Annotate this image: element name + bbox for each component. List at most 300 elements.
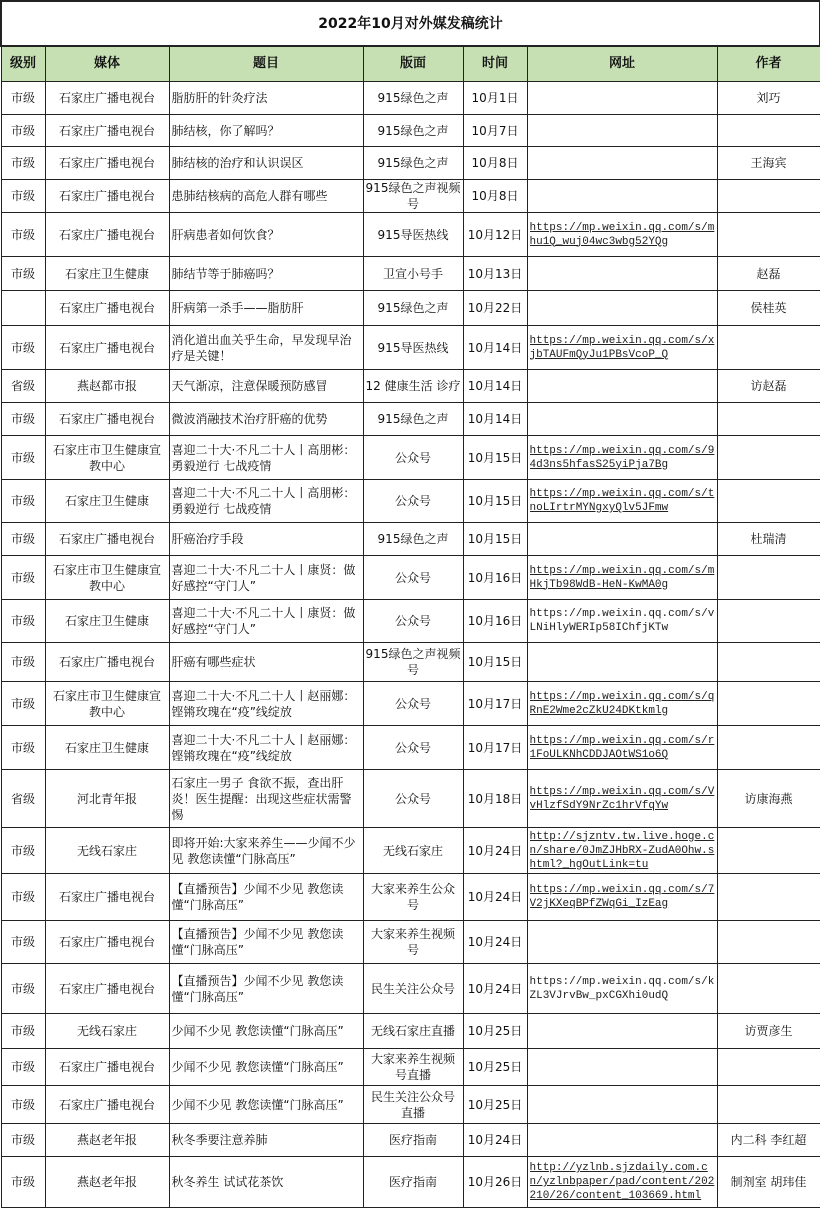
url-cell[interactable]: [527, 770, 717, 828]
level-text: 省级: [10, 379, 35, 393]
url-cell[interactable]: [527, 115, 717, 147]
media-text: 石家庄广播电视台: [58, 981, 155, 996]
section-cell[interactable]: [363, 326, 463, 370]
author-cell[interactable]: [717, 828, 820, 874]
media-cell[interactable]: [45, 1014, 169, 1049]
section-text: 公众号: [394, 450, 431, 465]
section-cell[interactable]: [363, 964, 463, 1014]
section-cell[interactable]: [363, 828, 463, 874]
section-cell[interactable]: [363, 523, 463, 556]
date-cell[interactable]: [463, 147, 527, 180]
section-cell[interactable]: [363, 643, 463, 682]
author-cell[interactable]: [717, 1086, 820, 1124]
topic-cell[interactable]: [169, 523, 363, 556]
media-text: 石家庄广播电视台: [58, 227, 155, 242]
level-text: 市级: [10, 1097, 35, 1112]
url-cell[interactable]: [527, 436, 717, 480]
level-cell[interactable]: [1, 600, 45, 643]
section-cell[interactable]: [363, 1014, 463, 1049]
table-row: [1, 147, 820, 180]
table-row: [1, 370, 820, 403]
media-cell[interactable]: [45, 643, 169, 682]
topic-cell[interactable]: [169, 964, 363, 1014]
section-text: 医疗指南: [388, 1133, 437, 1147]
url-cell[interactable]: [527, 291, 717, 326]
level-text: 市级: [10, 696, 35, 711]
level-cell[interactable]: [1, 556, 45, 600]
topic-cell[interactable]: [169, 436, 363, 480]
url-cell[interactable]: [527, 147, 717, 180]
table-row: [1, 326, 820, 370]
date-cell[interactable]: [463, 82, 527, 115]
media-cell[interactable]: [45, 1157, 169, 1208]
topic-text: 微波消融技术治疗肝癌的优势: [171, 412, 328, 426]
date-text: 10月22日: [467, 301, 523, 315]
date-cell[interactable]: [463, 403, 527, 436]
url-cell[interactable]: [527, 556, 717, 600]
level-text: 市级: [10, 740, 35, 755]
topic-cell[interactable]: [169, 1157, 363, 1208]
media-cell[interactable]: [45, 370, 169, 403]
level-cell[interactable]: [1, 147, 45, 180]
section-text: 大家来养生视频号直播: [370, 1052, 455, 1082]
media-text: 石家庄广播电视台: [58, 655, 155, 669]
level-cell[interactable]: [1, 1086, 45, 1124]
date-cell[interactable]: [463, 964, 527, 1014]
author-cell[interactable]: [717, 1049, 820, 1086]
url-cell[interactable]: [527, 874, 717, 921]
topic-cell[interactable]: [169, 643, 363, 682]
table-row: [1, 436, 820, 480]
section-cell[interactable]: [363, 682, 463, 726]
date-cell[interactable]: [463, 600, 527, 643]
author-text: 侯桂英: [750, 301, 787, 315]
level-cell[interactable]: [1, 1124, 45, 1157]
author-cell[interactable]: [717, 1124, 820, 1157]
header-media[interactable]: 媒体: [45, 46, 169, 82]
section-text: 无线石家庄直播: [370, 1024, 455, 1038]
media-cell[interactable]: [45, 874, 169, 921]
date-cell[interactable]: [463, 556, 527, 600]
date-text: 10月8日: [471, 189, 519, 203]
topic-text: 脂肪肝的针灸疗法: [171, 91, 268, 105]
url-cell[interactable]: [527, 964, 717, 1014]
table-row: [1, 257, 820, 291]
table-row: [1, 828, 820, 874]
url-link[interactable]: https://mp.weixin.qq.com/s/VvHlzfSdY9NrZc1hrVfqYw: [529, 785, 715, 812]
media-text: 河北青年报: [76, 791, 137, 806]
topic-cell[interactable]: [169, 1124, 363, 1157]
url-cell[interactable]: [527, 726, 717, 770]
level-text: 省级: [10, 791, 35, 806]
url-cell[interactable]: [527, 480, 717, 523]
topic-text: 石家庄一男子 食欲不振，查出肝炎！医生提醒：出现这些症状需警惕: [171, 775, 352, 822]
table-row: [1, 556, 820, 600]
media-cell[interactable]: [45, 403, 169, 436]
level-cell[interactable]: [1, 682, 45, 726]
media-cell[interactable]: [45, 1124, 169, 1157]
author-cell[interactable]: [717, 370, 820, 403]
topic-cell[interactable]: [169, 213, 363, 257]
topic-cell[interactable]: [169, 147, 363, 180]
date-text: 10月15日: [467, 450, 523, 465]
url-link[interactable]: https://mp.weixin.qq.com/s/vLNiHlyWERIp58IChfjKTw: [529, 608, 715, 634]
topic-cell[interactable]: [169, 82, 363, 115]
topic-cell[interactable]: [169, 921, 363, 964]
section-cell[interactable]: [363, 921, 463, 964]
level-cell[interactable]: [1, 726, 45, 770]
media-cell[interactable]: [45, 326, 169, 370]
date-cell[interactable]: [463, 180, 527, 213]
level-cell[interactable]: [1, 480, 45, 523]
url-cell[interactable]: [527, 1049, 717, 1086]
section-cell[interactable]: [363, 726, 463, 770]
section-cell[interactable]: [363, 147, 463, 180]
date-cell[interactable]: [463, 682, 527, 726]
author-cell[interactable]: [717, 403, 820, 436]
media-text: 石家庄广播电视台: [58, 412, 155, 426]
topic-text: 喜迎二十大·不凡二十人丨康贤：做好感控“守门人”: [171, 606, 356, 636]
url-link[interactable]: https://mp.weixin.qq.com/s/mHkjTb98WdB-HeN-KwMA0g: [529, 564, 715, 591]
author-cell[interactable]: [717, 556, 820, 600]
section-cell[interactable]: [363, 180, 463, 213]
section-cell[interactable]: [363, 874, 463, 921]
author-cell[interactable]: [717, 682, 820, 726]
date-cell[interactable]: [463, 726, 527, 770]
author-cell[interactable]: [717, 436, 820, 480]
topic-text: 患肺结核病的高危人群有哪些: [171, 189, 328, 203]
section-text: 915绿色之声视频号: [365, 647, 461, 677]
media-text: 石家庄广播电视台: [58, 340, 155, 355]
url-link[interactable]: https://mp.weixin.qq.com/s/tnoLIrtrMYNgxyQlv5JFmw: [529, 488, 715, 514]
header-section[interactable]: 版面: [363, 46, 463, 82]
date-text: 10月26日: [467, 1175, 523, 1189]
topic-cell[interactable]: [169, 828, 363, 874]
url-cell[interactable]: [527, 1157, 717, 1208]
author-cell[interactable]: [717, 1157, 820, 1208]
header-url[interactable]: 网址: [527, 46, 717, 82]
author-cell[interactable]: [717, 726, 820, 770]
table-row: [1, 726, 820, 770]
media-cell[interactable]: [45, 726, 169, 770]
url-cell[interactable]: [527, 213, 717, 257]
header-topic[interactable]: 题目: [169, 46, 363, 82]
level-cell[interactable]: [1, 828, 45, 874]
url-cell[interactable]: [527, 643, 717, 682]
section-text: 12 健康生活 诊疗: [365, 379, 461, 393]
date-cell[interactable]: [463, 1157, 527, 1208]
date-text: 10月25日: [467, 1024, 523, 1038]
topic-text: 肺结核，你了解吗？: [171, 123, 280, 138]
section-cell[interactable]: [363, 556, 463, 600]
author-cell[interactable]: [717, 921, 820, 964]
topic-text: 少闻不少见 教您读懂“门脉高压”: [171, 1097, 344, 1112]
section-cell[interactable]: [363, 115, 463, 147]
date-cell[interactable]: [463, 770, 527, 828]
author-cell[interactable]: [717, 874, 820, 921]
table-row: [1, 1014, 820, 1049]
url-link[interactable]: https://mp.weixin.qq.com/s/94d3ns5hfasS25yiPja7Bg: [529, 444, 715, 471]
topic-cell[interactable]: [169, 370, 363, 403]
topic-text: 肝病第一杀手——脂肪肝: [171, 301, 304, 315]
table-row: [1, 770, 820, 828]
table-row: [1, 403, 820, 436]
url-link[interactable]: https://mp.weixin.qq.com/s/7V2jKXeqBPfZWqGi_IzEag: [529, 884, 715, 910]
level-text: 市级: [10, 935, 35, 949]
url-cell[interactable]: [527, 370, 717, 403]
date-cell[interactable]: [463, 828, 527, 874]
media-cell[interactable]: [45, 147, 169, 180]
author-cell[interactable]: [717, 326, 820, 370]
author-cell[interactable]: [717, 291, 820, 326]
topic-cell[interactable]: [169, 556, 363, 600]
media-cell[interactable]: [45, 82, 169, 115]
topic-cell[interactable]: [169, 682, 363, 726]
section-text: 公众号: [394, 740, 431, 755]
url-link[interactable]: https://mp.weixin.qq.com/s/qRnE2Wme2cZkU24DKtkmlg: [529, 690, 715, 717]
date-cell[interactable]: [463, 480, 527, 523]
date-cell[interactable]: [463, 1086, 527, 1124]
date-cell[interactable]: [463, 1014, 527, 1049]
media-cell[interactable]: [45, 523, 169, 556]
url-cell[interactable]: [527, 600, 717, 643]
level-cell[interactable]: [1, 874, 45, 921]
url-cell[interactable]: [527, 82, 717, 115]
date-cell[interactable]: [463, 370, 527, 403]
url-link[interactable]: https://mp.weixin.qq.com/s/r1FoULKNhCDDJAOtWS1o6Q: [529, 734, 715, 761]
topic-cell[interactable]: [169, 726, 363, 770]
topic-text: 天气渐凉，注意保暖预防感冒: [171, 379, 328, 393]
author-cell[interactable]: [717, 523, 820, 556]
author-cell[interactable]: [717, 480, 820, 523]
topic-text: 少闻不少见 教您读懂“门脉高压”: [171, 1060, 344, 1074]
sheet-title: 2022年10月对外媒发稿统计: [1, 1, 820, 46]
level-cell[interactable]: [1, 82, 45, 115]
header-row: [1, 46, 820, 82]
level-cell[interactable]: [1, 964, 45, 1014]
level-text: 市级: [10, 412, 35, 426]
level-text: 市级: [10, 156, 35, 170]
date-cell[interactable]: [463, 213, 527, 257]
media-cell[interactable]: [45, 480, 169, 523]
level-cell[interactable]: [1, 1014, 45, 1049]
topic-text: 秋冬季要注意养肺: [171, 1133, 268, 1147]
topic-cell[interactable]: [169, 403, 363, 436]
url-cell[interactable]: [527, 1124, 717, 1157]
topic-cell[interactable]: [169, 326, 363, 370]
level-cell[interactable]: [1, 115, 45, 147]
section-cell[interactable]: [363, 600, 463, 643]
header-date[interactable]: 时间: [463, 46, 527, 82]
topic-cell[interactable]: [169, 770, 363, 828]
level-cell[interactable]: [1, 370, 45, 403]
section-text: 大家来养生公众号: [370, 882, 455, 912]
author-cell[interactable]: [717, 213, 820, 257]
date-text: 10月24日: [467, 890, 523, 904]
media-cell[interactable]: [45, 828, 169, 874]
level-cell[interactable]: [1, 403, 45, 436]
date-text: 10月8日: [471, 156, 519, 170]
topic-cell[interactable]: [169, 874, 363, 921]
author-cell[interactable]: [717, 180, 820, 213]
media-cell[interactable]: [45, 291, 169, 326]
topic-cell[interactable]: [169, 180, 363, 213]
level-cell[interactable]: [1, 257, 45, 291]
date-cell[interactable]: [463, 257, 527, 291]
url-cell[interactable]: [527, 828, 717, 874]
date-cell[interactable]: [463, 921, 527, 964]
author-cell[interactable]: [717, 82, 820, 115]
author-cell[interactable]: [717, 257, 820, 291]
media-cell[interactable]: [45, 921, 169, 964]
url-cell[interactable]: [527, 326, 717, 370]
media-cell[interactable]: [45, 600, 169, 643]
url-cell[interactable]: [527, 682, 717, 726]
date-cell[interactable]: [463, 1124, 527, 1157]
section-cell[interactable]: [363, 213, 463, 257]
date-cell[interactable]: [463, 523, 527, 556]
level-cell[interactable]: [1, 921, 45, 964]
media-text: 燕赵都市报: [76, 379, 137, 393]
media-cell[interactable]: [45, 682, 169, 726]
level-cell[interactable]: [1, 213, 45, 257]
media-text: 石家庄广播电视台: [58, 890, 155, 904]
author-cell[interactable]: [717, 770, 820, 828]
level-text: 市级: [10, 570, 35, 585]
section-cell[interactable]: [363, 291, 463, 326]
level-text: 市级: [10, 1060, 35, 1074]
level-cell[interactable]: [1, 523, 45, 556]
section-cell[interactable]: [363, 770, 463, 828]
section-cell[interactable]: [363, 1157, 463, 1208]
url-link[interactable]: https://mp.weixin.qq.com/s/kZL3VJrvBw_pxCGXhi0udQ: [529, 975, 715, 1002]
section-text: 公众号: [394, 696, 431, 711]
date-text: 10月13日: [467, 266, 523, 281]
media-cell[interactable]: [45, 1049, 169, 1086]
topic-cell[interactable]: [169, 257, 363, 291]
media-cell[interactable]: [45, 257, 169, 291]
date-text: 10月14日: [467, 412, 523, 426]
media-text: 石家庄卫生健康: [64, 266, 149, 281]
level-text: 市级: [10, 532, 35, 546]
author-text: 赵磊: [756, 266, 781, 281]
level-cell[interactable]: [1, 326, 45, 370]
section-cell[interactable]: [363, 1124, 463, 1157]
date-text: 10月15日: [467, 532, 523, 546]
media-cell[interactable]: [45, 1086, 169, 1124]
topic-text: 【直播预告】少闻不少见 教您读懂“门脉高压”: [171, 882, 344, 912]
level-cell[interactable]: [1, 1049, 45, 1086]
author-cell[interactable]: [717, 964, 820, 1014]
author-cell[interactable]: [717, 115, 820, 147]
url-link[interactable]: http://sjzntv.tw.live.hoge.cn/share/0JmZJHbRX-ZudA0Ohw.shtml?_hgOutLink=tu: [529, 830, 715, 871]
section-cell[interactable]: [363, 436, 463, 480]
date-cell[interactable]: [463, 1049, 527, 1086]
url-link[interactable]: http://yzlnb.sjzdaily.com.cn/yzlnbpaper/pad/content/202210/26/content_103669.html: [529, 1162, 715, 1202]
url-cell[interactable]: [527, 523, 717, 556]
url-cell[interactable]: [527, 257, 717, 291]
url-cell[interactable]: [527, 1086, 717, 1124]
section-cell[interactable]: [363, 257, 463, 291]
table-row: [1, 82, 820, 115]
media-text: 石家庄广播电视台: [58, 532, 155, 546]
url-cell[interactable]: [527, 180, 717, 213]
url-link[interactable]: https://mp.weixin.qq.com/s/mhu1Q_wuj04wc3wbg52YQg: [529, 221, 715, 248]
table-row: [1, 921, 820, 964]
author-text: 访赵磊: [750, 379, 787, 393]
media-text: 石家庄广播电视台: [58, 301, 155, 315]
media-text: 石家庄卫生健康: [64, 614, 149, 628]
media-cell[interactable]: [45, 213, 169, 257]
url-cell[interactable]: [527, 921, 717, 964]
url-link[interactable]: https://mp.weixin.qq.com/s/xjbTAUFmQyJu1PBsVcoP_Q: [529, 334, 715, 361]
media-cell[interactable]: [45, 964, 169, 1014]
media-cell[interactable]: [45, 556, 169, 600]
url-cell[interactable]: [527, 403, 717, 436]
media-text: 石家庄广播电视台: [58, 91, 155, 105]
section-cell[interactable]: [363, 82, 463, 115]
section-cell[interactable]: [363, 1086, 463, 1124]
url-cell[interactable]: [527, 1014, 717, 1049]
author-text: 制剂室 胡玮佳: [730, 1175, 807, 1189]
level-text: 市级: [10, 494, 35, 508]
topic-cell[interactable]: [169, 1049, 363, 1086]
media-text: 石家庄广播电视台: [58, 1060, 155, 1074]
date-cell[interactable]: [463, 643, 527, 682]
date-cell[interactable]: [463, 326, 527, 370]
topic-cell[interactable]: [169, 600, 363, 643]
level-cell[interactable]: [1, 770, 45, 828]
header-author[interactable]: 作者: [717, 46, 820, 82]
section-cell[interactable]: [363, 370, 463, 403]
media-cell[interactable]: [45, 436, 169, 480]
date-cell[interactable]: [463, 436, 527, 480]
media-cell[interactable]: [45, 180, 169, 213]
date-text: 10月24日: [467, 935, 523, 949]
author-cell[interactable]: [717, 643, 820, 682]
author-cell[interactable]: [717, 147, 820, 180]
level-cell[interactable]: [1, 291, 45, 326]
section-cell[interactable]: [363, 403, 463, 436]
level-cell[interactable]: [1, 643, 45, 682]
topic-text: 消化道出血关乎生命，早发现早治疗是关键！: [171, 332, 352, 363]
date-cell[interactable]: [463, 874, 527, 921]
topic-cell[interactable]: [169, 1086, 363, 1124]
date-cell[interactable]: [463, 291, 527, 326]
topic-cell[interactable]: [169, 1014, 363, 1049]
level-cell[interactable]: [1, 1157, 45, 1208]
header-level[interactable]: 级别: [1, 46, 45, 82]
section-text: 民生关注公众号: [370, 981, 455, 996]
topic-cell[interactable]: [169, 115, 363, 147]
level-cell[interactable]: [1, 180, 45, 213]
topic-text: 秋冬养生 试试花茶饮: [171, 1175, 284, 1189]
media-cell[interactable]: [45, 115, 169, 147]
date-cell[interactable]: [463, 115, 527, 147]
section-text: 915绿色之声视频号: [365, 181, 461, 211]
author-cell[interactable]: [717, 600, 820, 643]
topic-cell[interactable]: [169, 480, 363, 523]
section-cell[interactable]: [363, 480, 463, 523]
media-cell[interactable]: [45, 770, 169, 828]
media-text: 石家庄广播电视台: [58, 1097, 155, 1112]
level-cell[interactable]: [1, 436, 45, 480]
media-text: 燕赵老年报: [76, 1175, 137, 1189]
topic-text: 喜迎二十大·不凡二十人丨高朋彬：勇毅逆行 七战疫情: [171, 442, 356, 473]
topic-cell[interactable]: [169, 291, 363, 326]
author-cell[interactable]: [717, 1014, 820, 1049]
section-cell[interactable]: [363, 1049, 463, 1086]
